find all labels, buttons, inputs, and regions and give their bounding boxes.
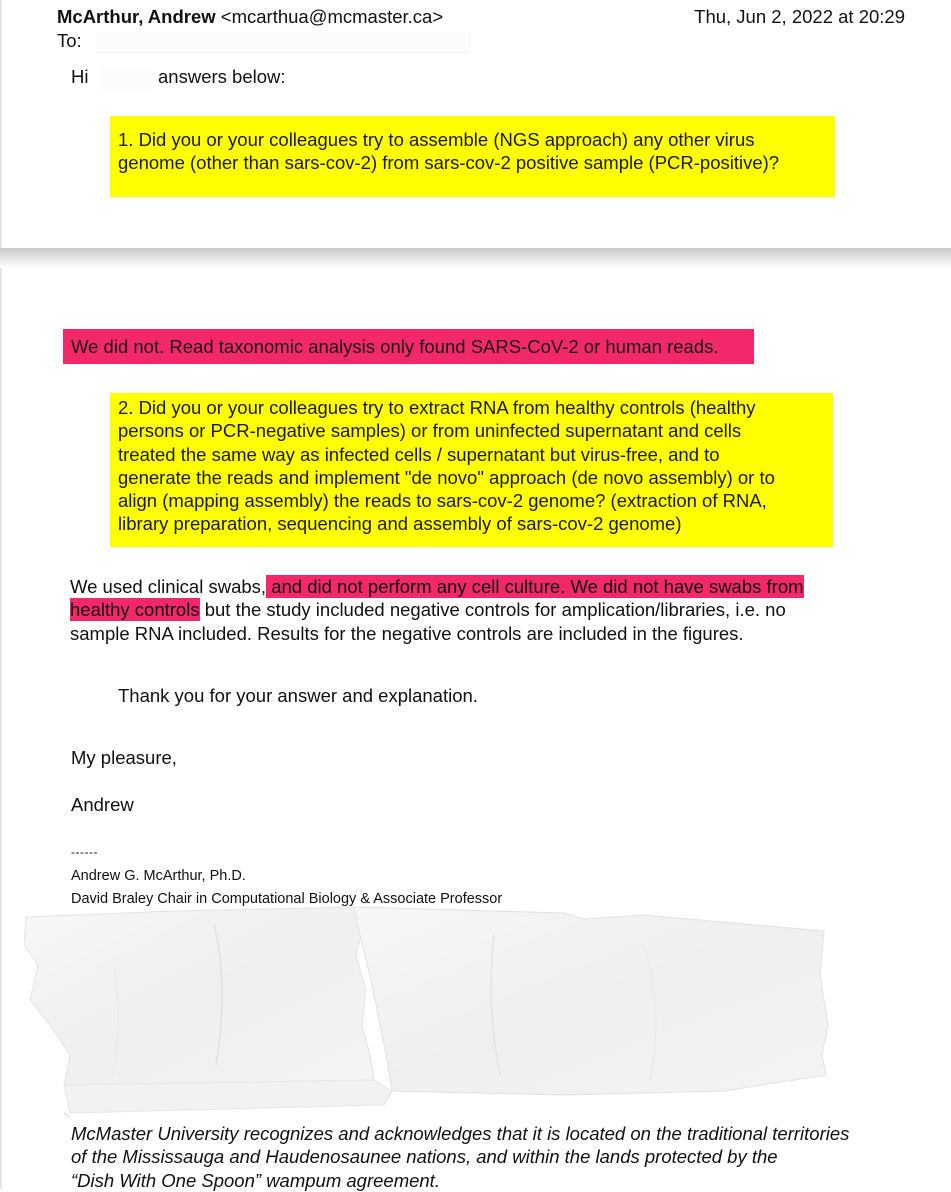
answer-2-highlight: healthy controls [70, 599, 200, 621]
answer-2-text: but the study included negative controls for amplication/libraries, i.e. no [199, 599, 786, 621]
panel-divider [0, 248, 951, 268]
answer-2-highlight: and did not perform any cell culture. We did not have swabs from [266, 576, 804, 597]
question-2-line: generate the reads and implement "de novo" approach (de novo assembly) or to [118, 466, 775, 488]
answer-2-text: We used clinical swabs, [70, 576, 267, 597]
answer-2-line [70, 575, 804, 598]
signature-separator: ------ [71, 845, 98, 859]
answer-2-line: sample RNA included. Results for the negative controls are included in the figures. [70, 622, 744, 644]
question-1-box [110, 116, 835, 197]
question-2-line: persons or PCR-negative samples) or from uninfected supernatant and cells [118, 420, 742, 442]
question-2-box [110, 393, 833, 547]
redaction-tape [24, 905, 829, 1120]
to-label: To: [57, 30, 82, 51]
reply-pleasure: My pleasure, [71, 747, 177, 768]
signature-name: Andrew G. McArthur, Ph.D. [71, 868, 246, 884]
question-2-line: treated the same way as infected cells / supernatant but virus-free, and to [118, 443, 720, 465]
question-2-line: 2. Did you or your colleagues try to extract RNA from healthy controls (healthy [118, 397, 756, 418]
question-1-line: 1. Did you or your colleagues try to assemble (NGS approach) any other virus [118, 129, 755, 150]
redacted-name [101, 66, 152, 90]
sender[interactable] [57, 6, 443, 28]
email-date: Thu, Jun 2, 2022 at 20:29 [694, 6, 905, 27]
reply-signoff: Andrew [71, 794, 134, 815]
answer-2-line [70, 598, 804, 621]
greeting-text: answers below: [158, 66, 286, 87]
signature-title: David Braley Chair in Computational Biology & Associate Professor [71, 891, 503, 907]
redacted-recipient [96, 32, 470, 53]
sender-address[interactable]: <mcarthua@mcmaster.ca> [220, 6, 444, 27]
footer-line: “Dish With One Spoon” wampum agreement. [71, 1169, 440, 1191]
footer-line: of the Mississauga and Haudenosaunee nations, and within the lands protected by the [71, 1146, 778, 1168]
greeting-hi: Hi [71, 66, 89, 87]
question-1-line: genome (other than sars-cov-2) from sars-cov-2 positive sample (PCR-positive)? [118, 152, 780, 174]
answer-2 [70, 575, 804, 645]
question-2-line: align (mapping assembly) the reads to sars-cov-2 genome? (extraction of RNA, [118, 490, 767, 512]
land-acknowledgement [71, 1122, 849, 1192]
sender-name[interactable]: McArthur, Andrew [57, 6, 216, 27]
footer-line: McMaster University recognizes and acknowledges that it is located on the traditional territories [71, 1123, 850, 1144]
answer-1: We did not. Read taxonomic analysis only found SARS-CoV-2 or human reads. [63, 329, 754, 364]
quoted-thanks: Thank you for your answer and explanation. [118, 685, 478, 706]
question-2-line: library preparation, sequencing and assembly of sars-cov-2 genome) [118, 513, 682, 535]
